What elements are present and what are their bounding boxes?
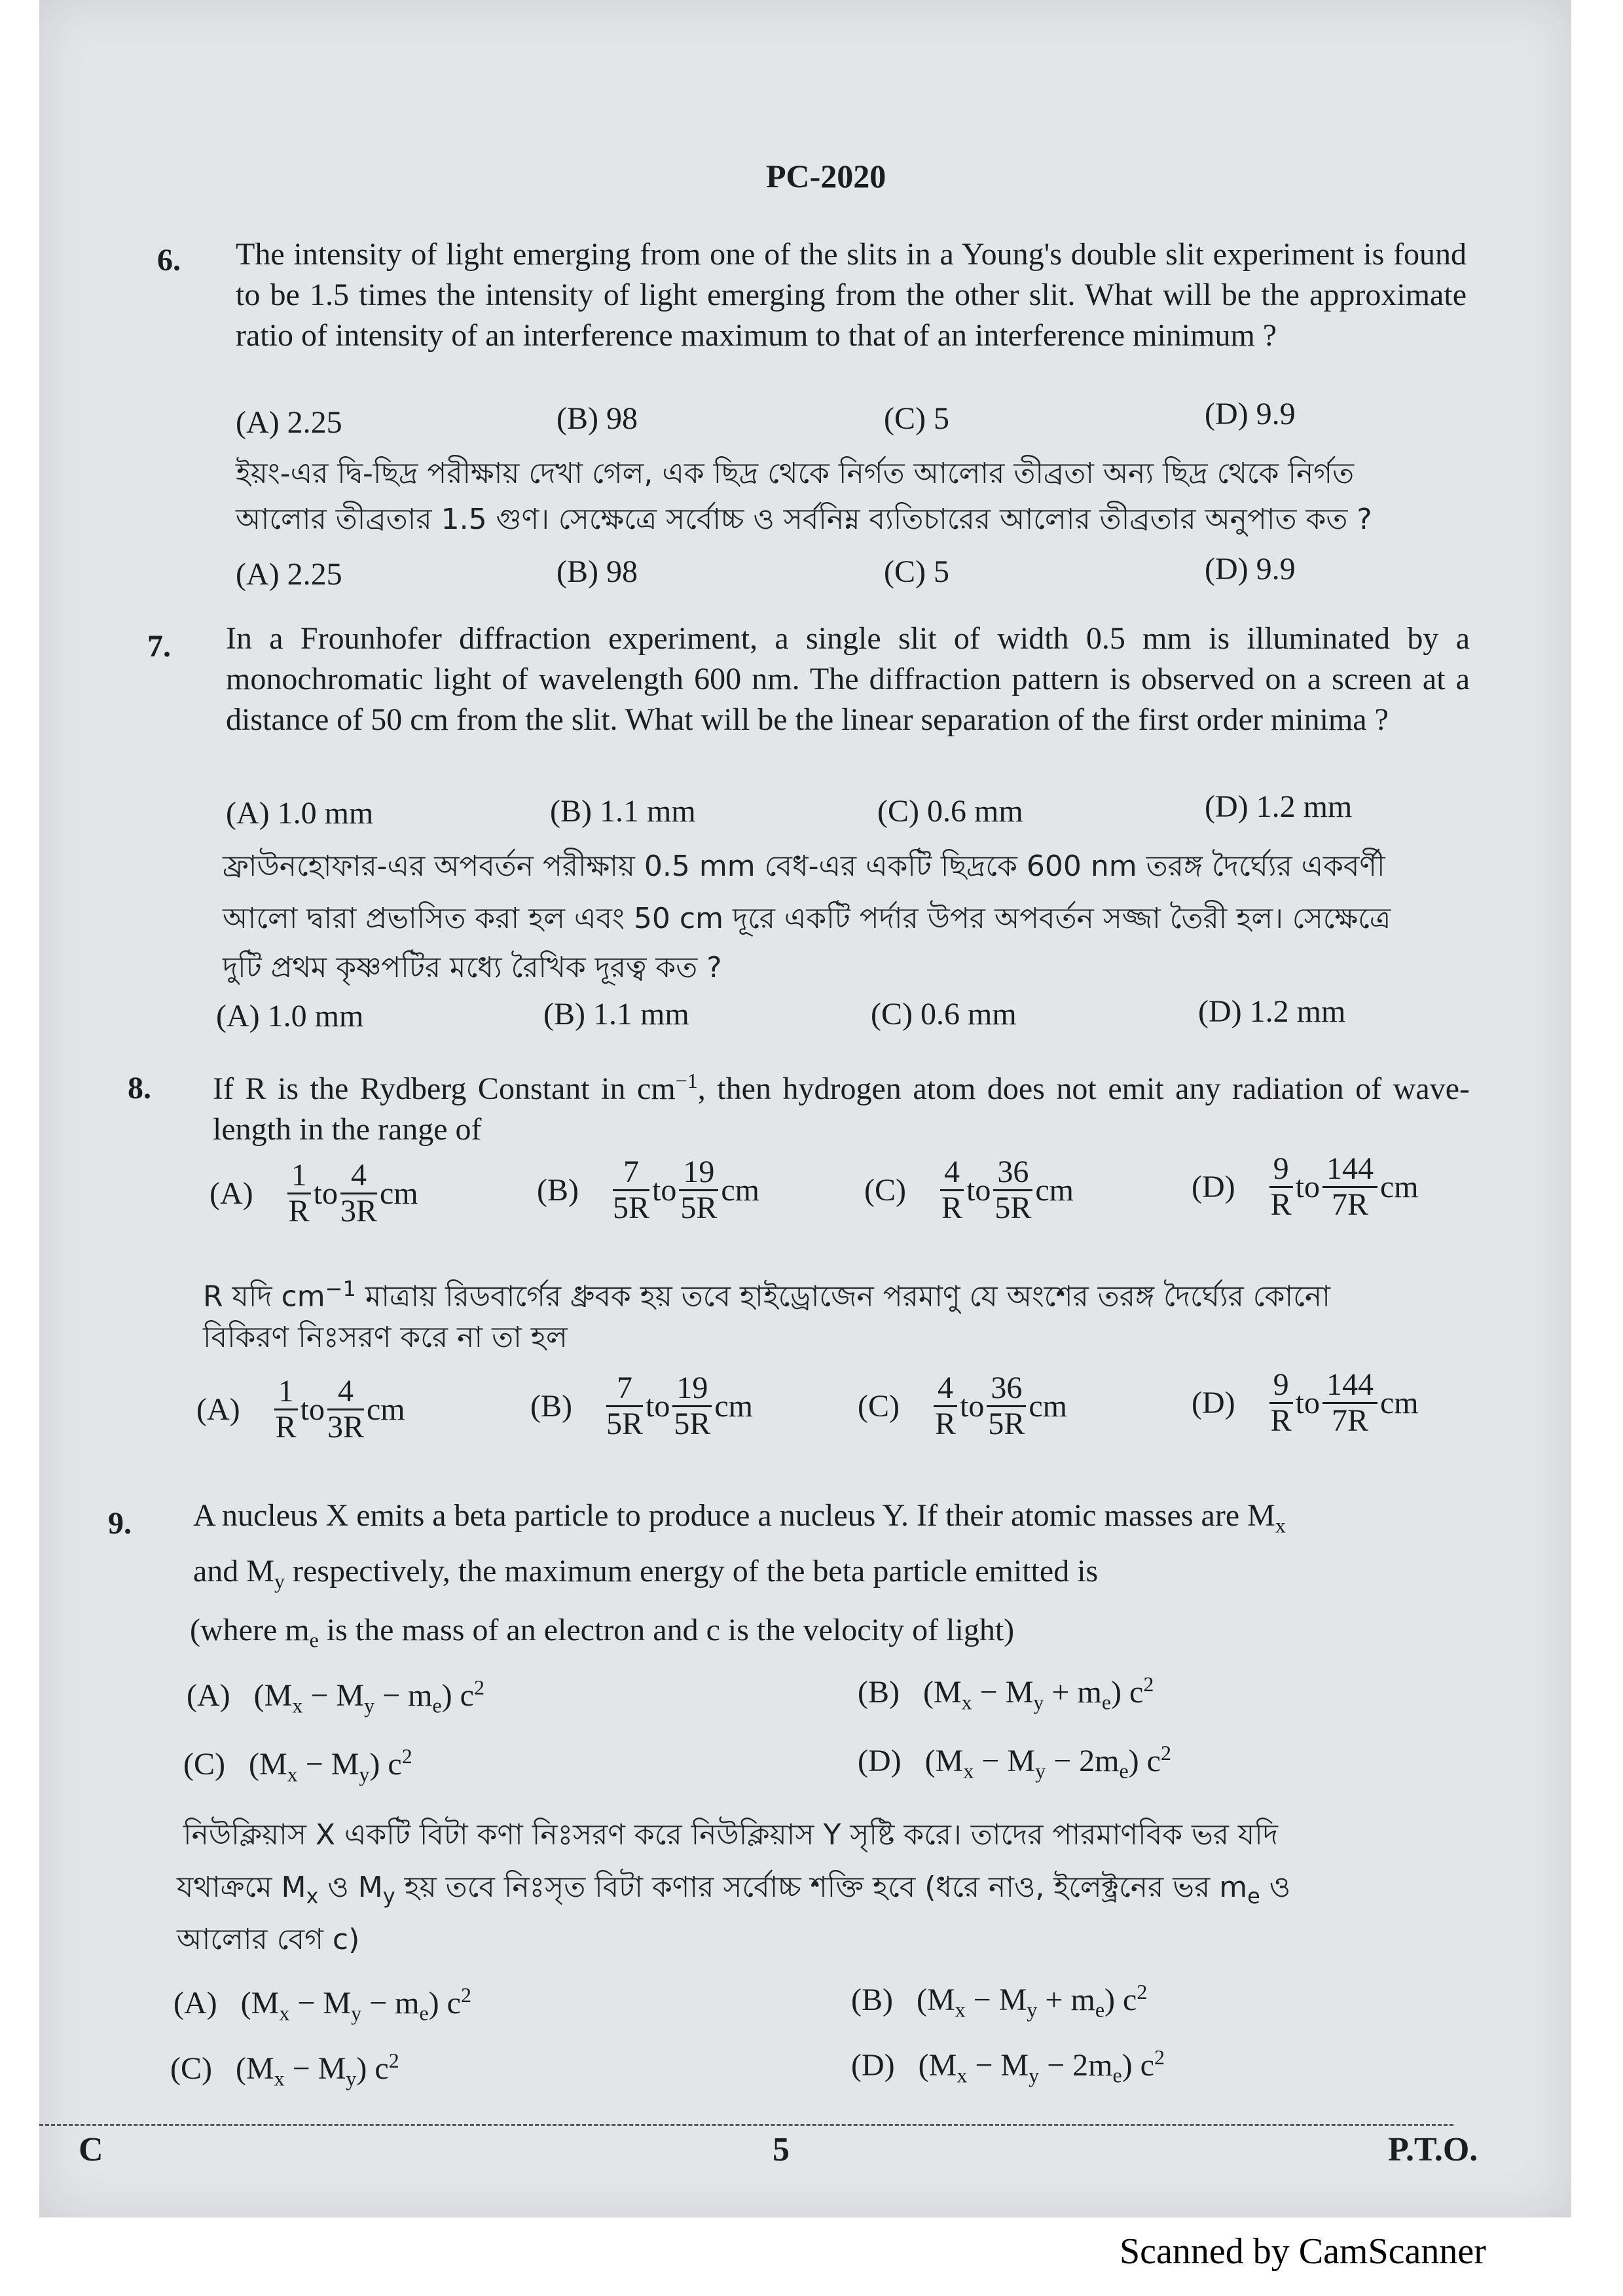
- q9-bn-option-b: (B) $(M_x - M_y + m_e)$ $c^2$: [851, 1980, 1148, 2022]
- question-7-number: 7.: [147, 629, 171, 664]
- question-7-bengali-line3: দুটি প্রথম কৃষ্ণপটির মধ্যে রৈখিক দূরত্ব কত ?: [223, 951, 722, 984]
- q7-option-c: (C) 0.6 mm: [877, 794, 1023, 829]
- question-7-text: In a Frounhofer diffraction experiment, a single slit of width 0.5 mm is illuminated by a monochromatic light of wavelength 600 nm. The diffraction pattern is observed on a screen at a distance of 50 cm from the slit. What will be the linear separation of the first order minima ?: [226, 621, 1470, 737]
- scanner-watermark: Scanned by CamScanner: [1120, 2231, 1486, 2272]
- q8-option-b: (B) $\frac{7}{5R}$ to $\frac{19}{5R}$ cm: [537, 1155, 759, 1225]
- exam-code: PC-2020: [766, 158, 886, 194]
- q8-bn-option-d: (D) $\frac{9}{R}$ to $\frac{144}{7R}$ cm: [1192, 1367, 1419, 1438]
- q7-option-a: (A) 1.0 mm: [226, 796, 374, 831]
- footer-divider: [39, 2124, 1453, 2126]
- question-9-number: 9.: [108, 1506, 132, 1541]
- q7-bn-option-b: (B) 1.1 mm: [543, 997, 689, 1031]
- question-9-bengali-line2: যথাক্রমে $M_x$ ও $M_y$ হয় তবে নিঃসৃত বিটা কণার সর্বোচ্চ শক্তি হবে (ধরে নাও, ইলেক্ট্রনের ভর $m_e$ ও: [177, 1871, 1291, 1909]
- question-6-bengali-line1: ইয়ং-এর দ্বি-ছিদ্র পরীক্ষায় দেখা গেল, এক ছিদ্র থেকে নির্গত আলোর তীব্রতা অন্য ছিদ্র থেকে নির্গত: [236, 457, 1355, 490]
- q7-option-b: (B) 1.1 mm: [550, 794, 696, 829]
- q6-bn-option-c: (C) 5: [884, 554, 949, 589]
- question-8-text: If R is the Rydberg Constant in $cm^{-1}$, then hydrogen atom does not emit any radiation of wave-length in the range of: [213, 1069, 1470, 1147]
- q6-bn-option-d: (D) 9.9: [1205, 552, 1296, 586]
- q7-bn-option-a: (A) 1.0 mm: [216, 999, 364, 1033]
- question-8-bengali-line2: বিকিরণ নিঃসরণ করে না তা হল: [203, 1321, 568, 1354]
- q6-option-b: (B) 98: [556, 401, 638, 436]
- question-9-line3: (where $m_e$ is the mass of an electron and c is the velocity of light): [190, 1613, 1015, 1652]
- q8-bn-option-c: (C) $\frac{4}{R}$ to $\frac{36}{5R}$ cm: [858, 1371, 1067, 1441]
- question-8-bengali-line1: R যদি $cm^{-1}$ মাত্রায় রিডবার্গের ধ্রুবক হয় তবে হাইড্রোজেন পরমাণু যে অংশের তরঙ্গ দৈর্ঘ্যের কোনো: [203, 1276, 1330, 1314]
- q6-option-c: (C) 5: [884, 401, 949, 436]
- question-8-number: 8.: [128, 1071, 151, 1105]
- q6-option-d: (D) 9.9: [1205, 397, 1296, 431]
- question-7-bengali-line2: আলো দ্বারা প্রভাসিত করা হল এবং 50 cm দূরে একটি পর্দার উপর অপবর্তন সজ্জা তৈরী হল। সেক্ষেত্রে: [223, 902, 1391, 935]
- question-9-line1: A nucleus X emits a beta particle to produce a nucleus Y. If their atomic masses are $M_x$: [193, 1498, 1286, 1537]
- question-6-text: The intensity of light emerging from one of the slits in a Young's double slit experiment is found to be 1.5 times the intensity of light emerging from the other slit. What will be the approximate ratio of intensity of an interference maximum to that of an interference minimum ?: [236, 237, 1467, 353]
- q9-bn-option-c: (C) $(M_x - M_y)$ $c^2$: [170, 2049, 399, 2090]
- question-7-bengali-line1: ফ্রাউনহোফার-এর অপবর্তন পরীক্ষায় 0.5 mm বেধ-এর একটি ছিদ্রকে 600 nm তরঙ্গ দৈর্ঘ্যের একবর্ণী: [223, 850, 1385, 883]
- q6-option-a: (A) 2.25: [236, 405, 342, 440]
- q8-bn-option-a: (A) $\frac{1}{R}$ to $\frac{4}{3R}$ cm: [196, 1374, 405, 1444]
- question-9-line2: and $M_y$ respectively, the maximum energy of the beta particle emitted is: [193, 1554, 1099, 1593]
- q9-option-b: (B) $(M_x - M_y + m_e)$ $c^2$: [858, 1672, 1154, 1714]
- q9-bn-option-d: (D) $(M_x - M_y - 2m_e)$ $c^2$: [851, 2045, 1165, 2087]
- q6-bn-option-b: (B) 98: [556, 554, 638, 589]
- q9-option-c: (C) $(M_x - M_y)$ $c^2$: [183, 1744, 412, 1786]
- question-6-number: 6.: [157, 243, 181, 278]
- footer-page-number: 5: [773, 2131, 790, 2168]
- q8-option-a: (A) $\frac{1}{R}$ to $\frac{4}{3R}$ cm: [210, 1158, 418, 1229]
- q9-option-a: (A) $(M_x - M_y - m_e)$ $c^2$: [187, 1676, 484, 1717]
- q9-bn-option-a: (A) $(M_x - M_y - m_e)$ $c^2$: [173, 1983, 471, 2025]
- footer-set-code: C: [79, 2131, 103, 2168]
- q9-option-d: (D) $(M_x - M_y - 2m_e)$ $c^2$: [858, 1741, 1171, 1783]
- q7-bn-option-c: (C) 0.6 mm: [871, 997, 1017, 1031]
- q6-bn-option-a: (A) 2.25: [236, 557, 342, 592]
- q8-option-d: (D) $\frac{9}{R}$ to $\frac{144}{7R}$ cm: [1192, 1151, 1419, 1222]
- question-9-bengali-line1: নিউক্লিয়াস X একটি বিটা কণা নিঃসরণ করে নিউক্লিয়াস Y সৃষ্টি করে। তাদের পারমাণবিক ভর যদি: [183, 1818, 1278, 1852]
- q8-bn-option-b: (B) $\frac{7}{5R}$ to $\frac{19}{5R}$ cm: [530, 1371, 753, 1441]
- q7-option-d: (D) 1.2 mm: [1205, 789, 1353, 824]
- footer-pto: P.T.O.: [1388, 2131, 1478, 2168]
- q7-bn-option-d: (D) 1.2 mm: [1198, 994, 1346, 1029]
- q8-option-c: (C) $\frac{4}{R}$ to $\frac{36}{5R}$ cm: [864, 1155, 1074, 1225]
- question-6-bengali-line2: আলোর তীব্রতার 1.5 গুণ। সেক্ষেত্রে সর্বোচ্চ ও সর্বনিম্ন ব্যতিচারের আলোর তীব্রতার অনুপাত কত ?: [236, 503, 1372, 536]
- question-9-bengali-line3: আলোর বেগ c): [177, 1923, 360, 1956]
